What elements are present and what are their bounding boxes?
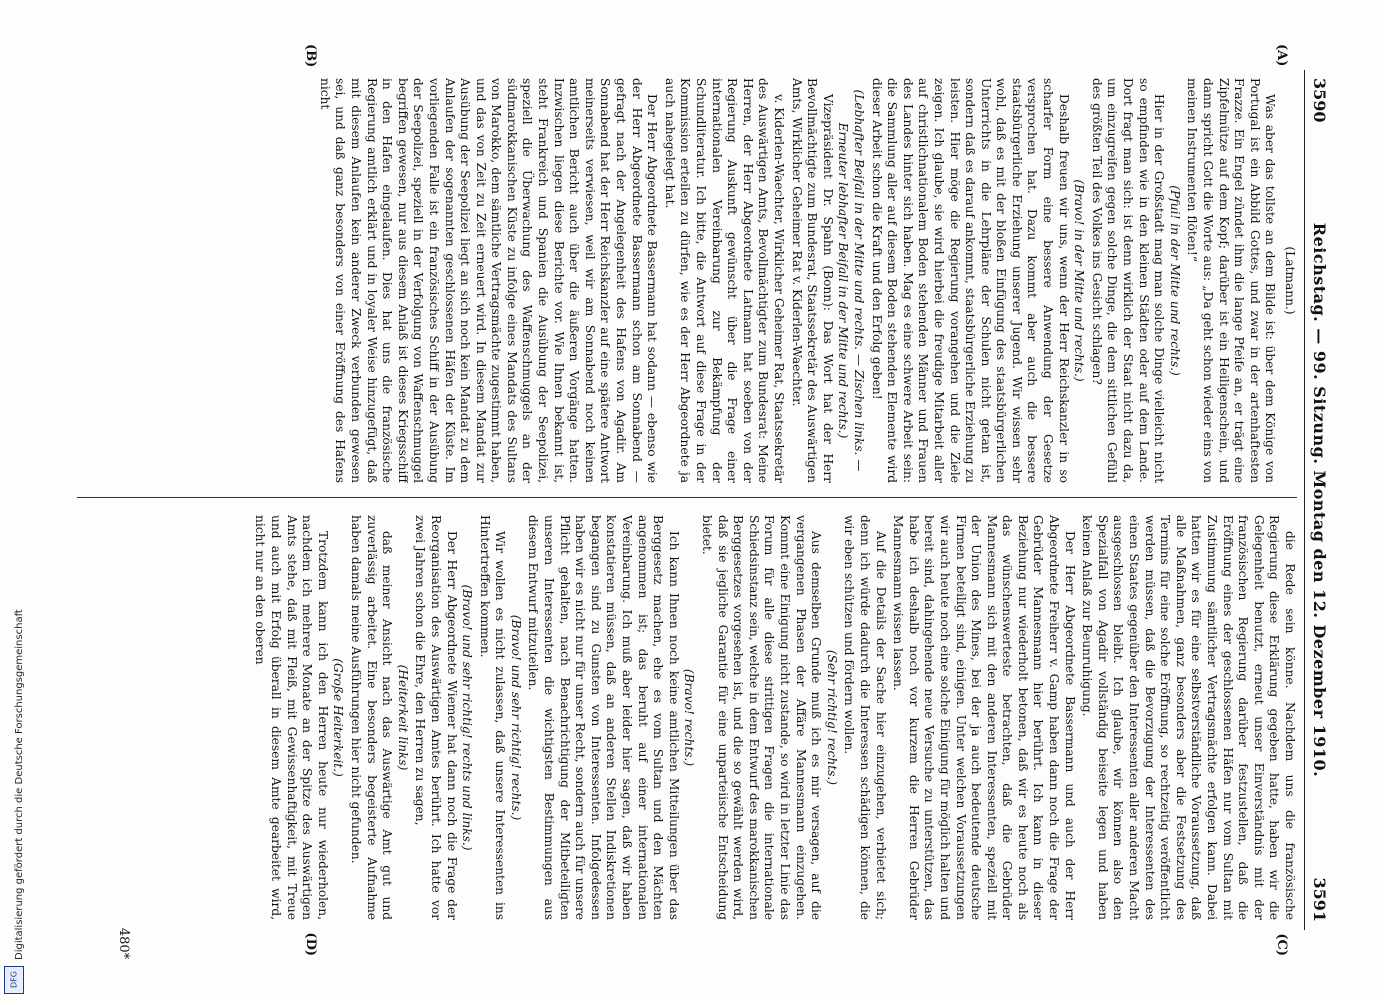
paragraph: Deshalb freuen wir uns, wenn der Herr Reichskanzler in so scharfer Form eine bessere Anwendung der Gesetze versprochen hat. Dazu kommt aber auch die bessere staatsbürgerliche Erziehung unserer Jugend. Wir wissen sehr wohl, daß es mit der bloßen Einfügung des staatsbürgerlichen Unterrichts in die Lehrpläne der Schulen nicht getan ist, sondern daß es darauf ankommt, staatsbürgerliche Erziehung zu leisten. Hier möge die Regierung vorangehen und die Ziele zeigen. Ich glaube, sie wird hierbei die freudige Mitarbeit aller auf christlichnationalem Boden stehenden Männer und Frauen des Landes hinter sich haben. Mag es eine schwere Arbeit sein: die Sammlung aller auf diesem Boden stehenden Elemente wird dieser Arbeit schon die Kraft und den Erfolg geben! bbox=[869, 78, 1071, 483]
page-header bbox=[1304, 70, 1333, 930]
left-text-column bbox=[77, 78, 1297, 483]
folio-mark: 480* bbox=[116, 927, 132, 960]
paragraph: Vizepräsident Dr. Spahn (Bonn): Das Wort hat der Herr Bevollmächtigte zum Bundesrat, Staatssekretär des Auswärtigen Amts, Wirklicher Geheimer Rat v. Kiderlen-Waechter. bbox=[789, 78, 835, 483]
paragraph: Auf die Details der Sache hier einzugehen, verbietet sich; denn ich würde dadurch die Interessen schädigen können, die wir eben schützen und fördern wollen. bbox=[842, 515, 888, 920]
interjection: (Bravo! und sehr richtig! rechts.) bbox=[508, 614, 523, 821]
paragraph: Aus demselben Grunde muß ich es mir versagen, auf die vergangenen Phasen der Affäre Mannesmann einzugehen. Kommt eine Einigung nicht zustande, so wird in letzter Linie das Forum für alle diese strittigen Fragen die internationale Schiedsinstanz sein, welche in dem Entwurf des marokkanischen Berggesetzes vorgesehen ist, und die so gewählt werden wird, daß sie jegliche Garantie für eine unparteiische Entscheidung bietet. bbox=[700, 515, 824, 920]
interjection: (Bravo! in der Mitte und rechts.) bbox=[1072, 179, 1087, 382]
interjection: (Bravo! rechts.) bbox=[682, 668, 697, 767]
interjection: (Sehr richtig! rechts.) bbox=[824, 649, 839, 786]
paragraph: die Rede sein könne. Nachdem uns die französische Regierung diese Erklärung gegeben hatte, haben wir die Gelegenheit benutzt, erneut unser Einverständnis mit der französischen Regierung darüber festzustellen, daß die Eröffnung eines der geschlossenen Häfen nur vom Sultan mit Zustimmung sämtlicher Vertragsmächte erfolgen kann. Dabei hatten wir es für eine selbstverständliche Voraussetzung, daß alle Maßnahmen, ganz besonders aber die Festsetzung des Termins für eine solche Eröffnung, so rechtzeitig veröffentlicht werden müssen, daß die Bevorzugung der Interessenten des einen Staates gegenüber den Interessenten aller anderen Macht ausgeschlossen bleibt. Ich glaube, wir können also den Spezialfall von Agadir vollständig beiseite legen und haben keinen Anlaß zur Beunruhigung. bbox=[1080, 515, 1297, 920]
paragraph: Wir wollen es nicht zulassen, daß unsere Interessenten ins Hintertreffen kommen. bbox=[477, 515, 508, 920]
paragraph: Trotzdem kann ich den Herren heute nur wiederholen, nachdem ich mehrere Monate an der Spitze des Auswärtigen Amts stehe, daß mit Fleiß, mit Gewissenhaftigkeit, mit Treue und auch mit Erfolg überall in diesem Amte gearbeitet wird, nicht nur an den oberen bbox=[253, 515, 330, 920]
interjection: (Lebhafter Beifall in der Mitte und rechts. — Zischen links. — Erneuter lebhafter Beifall in der Mitte und rechts.) bbox=[836, 89, 866, 472]
credit-text: Digitalisierung gefördert durch die Deutsche Forschungsgemeinschaft bbox=[14, 609, 25, 960]
paragraph: daß meiner Ansicht nach das Auswärtige Amt gut und zuverlässig arbeitet. Eine besonders begeisterte Aufnahme haben damals meine Ausführungen hier nicht gefunden. bbox=[348, 515, 395, 920]
paragraph: Der Herr Abgeordnete Bassermann hat sodann — ebenso wie der Herr Abgeordnete Bassermann schon am Sonnabend — gefragt nach der Angelegenheit des Hafens von Agadir. Am Sonnabend hat der Herr Reichskanzler auf eine spätere Antwort meinerseits verwiesen, weil wir am Sonnabend noch keinen amtlichen Bericht auch über die äußeren Vorgänge hatten. Inzwischen liegen diese Berichte vor. Wie Ihnen bekannt ist, steht Frankreich und Spanien die Ausübung der Seepolizei, speziell die Überwachung des Waffenschmuggels an der südmarokkanischen Küste zu infolge eines Mandats des Sultans von Marokko, dem sämtliche Vertragsmächte zugestimmt haben, und das von Zeit zu Zeit erneuert wird. In diesem Mandat zur Ausübung der Seepolizei liegt an sich noch kein Mandat zu dem Anlaufen der sogenannten geschlossenen Häfen der Küste. Im vorliegenden Falle ist ein französisches Schiff in der Ausübung der Seepolizei, speziell in der Verfolgung von Waffenschmuggel begriffen gewesen, nur aus diesem Anlaß ist dieses Kriegsschiff in den Hafen eingelaufen. Dies hat uns die französische Regierung amtlich erklärt und in loyaler Weise hinzugefügt, daß mit diesem Anlaufen kein anderer Zweck verbunden gewesen sei, und daß ganz besonders von einer Eröffnung des Hafens nicht bbox=[317, 78, 660, 483]
paragraph: Hier in der Großstadt mag man solche Dinge vielleicht nicht so empfinden wie in den kleinen Städten oder auf dem Lande. Dort fragt man sich: ist denn wirklich der Staat nicht dazu da, um einzugreifen gegen solche Dinge, die dem sittlichen Gefühl des größten Teil des Volkes ins Gesicht schlagen? bbox=[1089, 78, 1167, 483]
speaker-heading: (Latmann.) bbox=[1283, 246, 1297, 315]
margin-marker-c: (C) bbox=[1274, 933, 1289, 956]
paragraph: Was aber das tollste an dem Bilde ist: über dem Könige von Portugal ist ein Abbild Gottes, und zwar in der artenhaftesten Frazze. Ein Engel zündet ihm die lange Pfeife an, er trägt eine Zipfelmütze auf dem Kopf; darüber ist ein Heiligenschein, und dann spricht Gott die Worte aus: „Da geht schon wieder eins von meinen Instrumenten flöten!“ bbox=[1185, 78, 1278, 483]
interjection: (Pfui! in der Mitte und rechts.) bbox=[1167, 185, 1182, 376]
margin-marker-b: (B) bbox=[303, 44, 318, 68]
paragraph: Der Herr Abgeordnete Wiemer hat dann noch die Frage der Reorganisation des Auswärtigen Amtes berührt. Ich hatte vor zwei Jahren schon die Ehre, den Herren zu sagen, bbox=[413, 515, 459, 920]
paragraph: Der Herr Abgeordnete Bassermann und auch der Herr Abgeordnete Freiherr v. Gamp haben dann noch die Frage der Gebrüder Mannesmann hier berührt. Ich kann in dieser Beziehung nur wiederholt betonen, daß wir es heute noch als das wünschenswerteste betrachten, daß die Gebrüder Mannesmann sich mit den anderen Interessenten, speziell mit der Union des Mines, bei der ja auch bedeutende deutsche Firmen beteiligt sind, einigen. Unter welchen Voraussetzungen wir auch heute noch eine solche Einigung für möglich halten und bereit sind, dahingehende neue Versuche zu unterstützen, das habe ich deshalb noch vor kurzem die Herren Gebrüder Mannesmann wissen lassen. bbox=[891, 515, 1077, 920]
paragraph: Ich kann Ihnen noch keine amtlichen Mitteilungen über das Berggesetz machen, ehe es vom Sultan und den Mächten angenommen ist; das beruht auf einer internationalen Vereinbarung. Ich muß aber leider hier sagen, daß wir haben konstatieren müssen, daß an anderen Stellen Indiskretionen begangen sind zu Gunsten von Interessenten. Infolgedessen haben wir es nicht nur für unser Recht, sondern auch für unsere Pflicht gehalten, nach Benachrichtigung der Mitbeteiligten unseren Interessenten die wichtigsten Bestimmungen aus diesem Entwurf mitzuteilen. bbox=[526, 515, 681, 920]
page-number-right: 3591 bbox=[1310, 877, 1329, 922]
interjection: (Heiterkeit links) bbox=[395, 664, 410, 771]
interjection: (Große Heiterkeit.) bbox=[331, 658, 346, 777]
dfg-logo: DFG bbox=[4, 966, 24, 994]
session-title: Reichstag. — 99. Sitzung. Montag den 12. Dezember 1910. bbox=[1310, 222, 1329, 778]
margin-marker-a: (A) bbox=[1274, 44, 1289, 67]
right-text-column bbox=[77, 515, 1297, 920]
interjection: (Bravo! und sehr richtig! rechts und links.) bbox=[460, 584, 475, 851]
margin-marker-d: (D) bbox=[303, 932, 318, 956]
digitization-credit bbox=[0, 0, 40, 1000]
page-number-left: 3590 bbox=[1310, 78, 1329, 123]
column-divider bbox=[77, 497, 1297, 498]
paragraph: v. Kiderlen-Waechter, Wirklicher Geheimer Rat, Staatssekretär des Auswärtigen Amts, Bevollmächtigter zum Bundesrat: Meine Herren, der Herr Abgeordnete Latmann hat soeben von der Regierung Auskunft gewünscht über die Frage einer internationalen Vereinbarung zur Bekämpfung der Schundliteratur. Ich bitte, die Antwort auf diese Frage in der Kommission erteilen zu dürfen, wie es der Herr Abgeordnete ja auch nahegelegt hat. bbox=[662, 78, 786, 483]
